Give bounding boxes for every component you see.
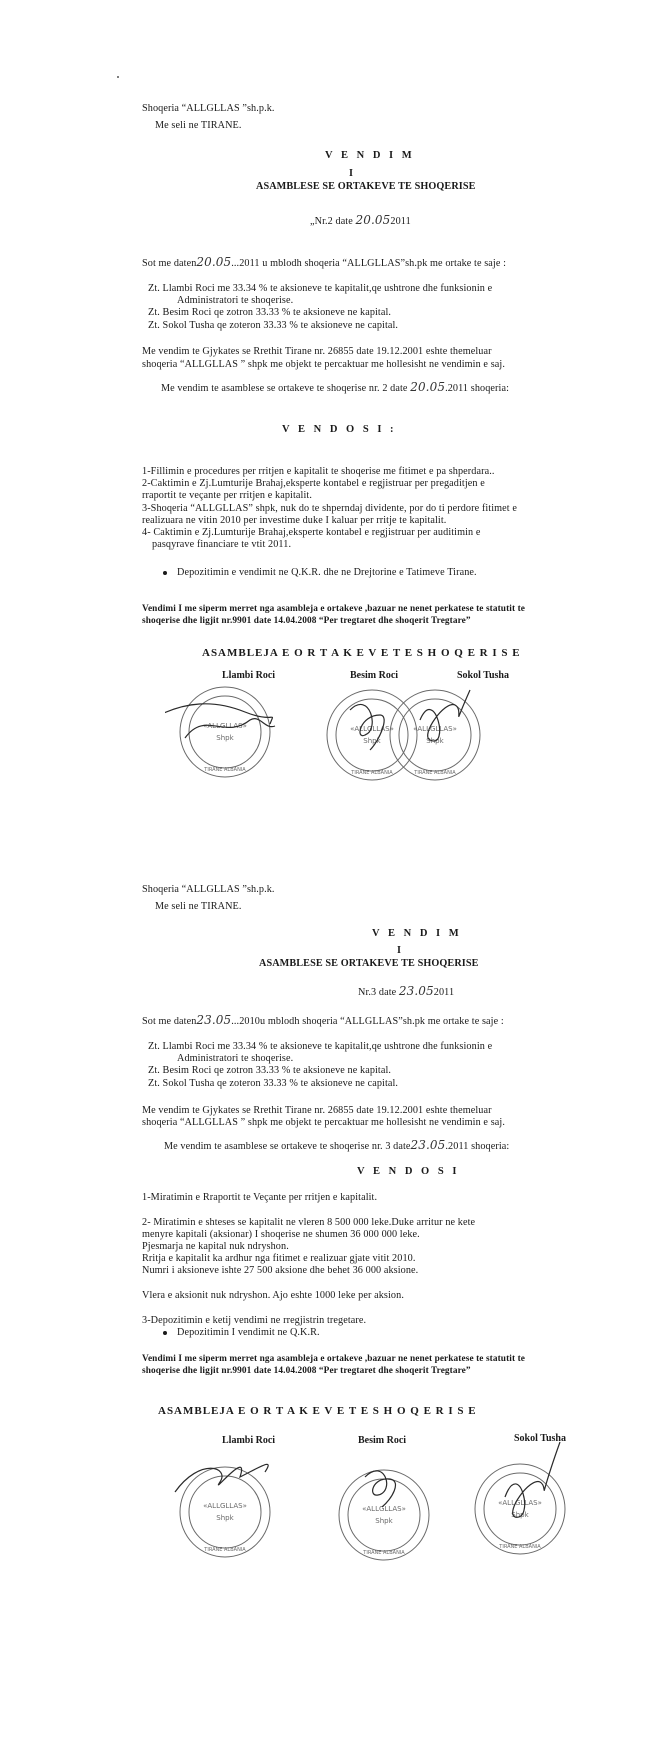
court-line-1: Me vendim te Gjykates se Rrethit Tirane nr. 26855 date 19.12.2001 eshte themeluar [142, 1105, 492, 1116]
svg-text:TIRANE ALBANIA: TIRANE ALBANIA [351, 770, 393, 776]
item-2-cont: menyre kapitali (aksionar) I shoqerise ne shumen 36 000 000 leke. [142, 1229, 420, 1240]
decision-date: 20.05 [410, 380, 446, 394]
signatory-name-3: Sokol Tusha [514, 1433, 566, 1444]
partner-line-2: Zt. Besim Roci qe zotron 33.33 % te aksioneve ne kapital. [148, 1065, 392, 1076]
legal-basis-line-2: shoqerise dhe ligjit nr.9901 date 14.04.2008 “Per tregtaret dhe shoqerit Tregtare” [142, 1366, 471, 1376]
company-stamp-icon [475, 1464, 565, 1554]
legal-basis-line-1: Vendimi I me siperm merret nga asambleja e ortakeve ,bazuar ne nenet perkatese te statutit te [142, 604, 525, 614]
bullet-item [163, 1327, 320, 1339]
decision-number-date: 20.05 [355, 213, 391, 227]
court-line-1: Me vendim te Gjykates se Rrethit Tirane nr. 26855 date 19.12.2001 eshte themeluar [142, 346, 492, 357]
svg-text:«ALLGLLAS»: «ALLGLLAS» [203, 1502, 247, 1510]
item-4-cont: pasqyrave financiare te vtit 2011. [152, 539, 292, 550]
legal-basis-line-2: shoqerise dhe ligjit nr.9901 date 14.04.2008 “Per tregtaret dhe shoqerit Tregtare” [142, 616, 471, 626]
title-roman: I [397, 945, 402, 956]
bullet-icon [163, 1331, 167, 1335]
item-1: 1-Miratimin e Rraportit te Veçante per rritjen e kapitalit. [142, 1192, 378, 1203]
svg-text:TIRANE ALBANIA: TIRANE ALBANIA [499, 1544, 541, 1550]
svg-text:Shpk: Shpk [511, 1511, 529, 1519]
signatory-name-1: Llambi Roci [222, 1435, 276, 1446]
item-2-cont: rraportit te veçante per rritjen e kapitalit. [142, 490, 312, 501]
partner-line-3: Zt. Sokol Tusha qe zoteron 33.33 % te aksioneve ne capital. [148, 320, 399, 331]
svg-text:«ALLGLLAS»: «ALLGLLAS» [498, 1499, 542, 1507]
svg-text:«ALLGLLAS»: «ALLGLLAS» [350, 725, 394, 733]
stamps-and-signatures-2 [150, 1437, 610, 1562]
company-seat: Me seli ne TIRANE. [155, 120, 242, 131]
assembly-decision-line [161, 381, 509, 395]
document-page-2 [0, 877, 660, 1754]
partner-line-1-cont: Administratori te shoqerise. [177, 295, 294, 306]
item-2-cont: Rritja e kapitalit ka ardhur nga fitimet e realizuar gjate vitit 2010. [142, 1253, 416, 1264]
decision-text: Me vendim te asamblese se ortakeve te shoqerise nr. 2 date [161, 383, 408, 394]
svg-text:«ALLGLLAS»: «ALLGLLAS» [413, 725, 457, 733]
company-stamp-icon [390, 690, 480, 780]
decision-number-prefix: „Nr.2 date [310, 216, 353, 227]
decision-number-year: 2011 [390, 216, 411, 227]
document-subtitle: ASAMBLESE SE ORTAKEVE TE SHOQERISE [256, 181, 476, 192]
company-stamp-icon [180, 687, 270, 777]
intro-text-rest: ...2010u mblodh shoqeria “ALLGLLAS”sh.pk me ortake te saje : [231, 1016, 504, 1027]
svg-text:«ALLGLLAS»: «ALLGLLAS» [362, 1505, 406, 1513]
document-title: V E N D I M [372, 928, 462, 939]
decision-number-prefix: Nr.3 date [358, 987, 397, 998]
bullet-item [163, 567, 477, 579]
intro-text: Sot me daten [142, 1016, 197, 1027]
court-line-2: shoqeria “ALLGLLAS ” shpk me objekt te percaktuar me hollesisht ne vendimin e saj. [142, 359, 505, 370]
decision-text: Me vendim te asamblese se ortakeve te shoqerise nr. 3 date [164, 1141, 411, 1152]
svg-text:Shpk: Shpk [216, 1514, 234, 1522]
decision-number-date: 23.05 [398, 984, 434, 998]
company-stamp-icon [339, 1470, 429, 1560]
item-3: 3-Shoqeria “ALLGLLAS” shpk, nuk do te shperndaj dividente, por do ti perdore fitimet e [142, 503, 517, 514]
document-title: V E N D I M [325, 150, 415, 161]
vendosi-heading: V E N D O S I : [282, 424, 397, 435]
item-2: 2- Miratimin e shteses se kapitalit ne vleren 8 500 000 leke.Duke arritur ne kete [142, 1217, 476, 1228]
svg-text:Shpk: Shpk [375, 1517, 393, 1525]
bullet-icon [163, 571, 167, 575]
intro-text: Sot me daten [142, 258, 197, 269]
svg-text:TIRANE ALBANIA: TIRANE ALBANIA [414, 770, 456, 776]
item-3: 3-Depozitimin e ketij vendimi ne rregjistrin tregetare. [142, 1315, 367, 1326]
decision-text-rest: .2011 shoqeria: [445, 1141, 510, 1152]
svg-text:TIRANE ALBANIA: TIRANE ALBANIA [204, 767, 246, 773]
svg-text:«ALLGLLAS»: «ALLGLLAS» [203, 722, 247, 730]
decision-number-year: 2011 [433, 987, 455, 998]
partner-line-1: Zt. Llambi Roci me 33.34 % te aksioneve te kapitalit,qe ushtrone dhe funksionin e [148, 283, 493, 294]
signature-icon [420, 690, 470, 741]
bullet-text: Depozitimin e vendimit ne Q.K.R. dhe ne Drejtorine e Tatimeve Tirane. [177, 567, 477, 578]
partner-line-2: Zt. Besim Roci qe zotron 33.33 % te aksioneve ne kapital. [148, 307, 392, 318]
assembly-heading: ASAMBLEJA E O R T A K E V E T E S H O Q E R I S E [158, 1405, 477, 1417]
decision-number [310, 214, 411, 228]
svg-text:TIRANE ALBANIA: TIRANE ALBANIA [363, 1550, 405, 1556]
decision-text-rest: .2011 shoqeria: [445, 383, 509, 394]
assembly-heading: ASAMBLEJA E O R T A K E V E T E S H O Q E R I S E [202, 647, 521, 659]
title-roman: I [349, 168, 354, 179]
item-2-cont: Numri i aksioneve ishte 27 500 aksione dhe behet 36 000 aksione. [142, 1265, 419, 1276]
intro-date: 20.05 [196, 255, 232, 269]
vendosi-heading: V E N D O S I [357, 1166, 460, 1177]
meeting-intro [142, 1014, 504, 1028]
signatory-name-3: Sokol Tusha [457, 670, 509, 681]
stamps-and-signatures-1 [165, 680, 605, 790]
company-seat: Me seli ne TIRANE. [155, 901, 242, 912]
item-3-cont: realizuara ne vitin 2010 per investime duke I kaluar per rritje te kapitalit. [142, 515, 447, 526]
decision-number [358, 985, 454, 999]
scan-speck [117, 76, 119, 78]
item-2-cont: Pjesmarja ne kapital nuk ndryshon. [142, 1241, 289, 1252]
svg-text:Shpk: Shpk [426, 737, 444, 745]
partner-line-1-cont: Administratori te shoqerise. [177, 1053, 294, 1064]
signatory-name-1: Llambi Roci [222, 670, 276, 681]
signatory-name-2: Besim Roci [358, 1435, 407, 1446]
intro-date: 23.05 [196, 1013, 232, 1027]
svg-text:TIRANE ALBANIA: TIRANE ALBANIA [204, 1547, 246, 1553]
decision-date: 23.05 [410, 1138, 446, 1152]
bullet-text: Depozitimin I vendimit ne Q.K.R. [177, 1327, 320, 1338]
court-line-2: shoqeria “ALLGLLAS ” shpk me objekt te percaktuar me hollesisht ne vendimin e saj. [142, 1117, 505, 1128]
partner-line-1: Zt. Llambi Roci me 33.34 % te aksioneve te kapitalit,qe ushtrone dhe funksionin e [148, 1041, 493, 1052]
partner-line-3: Zt. Sokol Tusha qe zoteron 33.33 % te aksioneve ne capital. [148, 1078, 399, 1089]
company-stamp-icon [180, 1467, 270, 1557]
meeting-intro [142, 256, 506, 270]
company-name: Shoqeria “ALLGLLAS ”sh.p.k. [142, 103, 275, 114]
item-2: 2-Caktimin e Zj.Lumturije Brahaj,eksperte kontabel e regjistruar per pregaditjen e [142, 478, 485, 489]
signatory-name-2: Besim Roci [350, 670, 399, 681]
item-4: 4- Caktimin e Zj.Lumturije Brahaj,eksperte kontabel e regjistruar per auditimin e [142, 527, 481, 538]
share-value-line: Vlera e aksionit nuk ndryshon. Ajo eshte 1000 leke per aksion. [142, 1290, 404, 1301]
legal-basis-line-1: Vendimi I me siperm merret nga asambleja e ortakeve ,bazuar ne nenet perkatese te statutit te [142, 1354, 525, 1364]
signature-icon [365, 1471, 395, 1507]
document-subtitle: ASAMBLESE SE ORTAKEVE TE SHOQERISE [259, 958, 479, 969]
assembly-decision-line [164, 1139, 509, 1153]
intro-text-rest: ...2011 u mblodh shoqeria “ALLGLLAS”sh.pk me ortake te saje : [231, 258, 507, 269]
item-1: 1-Fillimin e procedures per rritjen e kapitalit te shoqerise me fitimet e pa shperdara.. [142, 466, 495, 477]
company-name: Shoqeria “ALLGLLAS ”sh.p.k. [142, 884, 275, 895]
svg-text:Shpk: Shpk [363, 737, 381, 745]
svg-text:Shpk: Shpk [216, 734, 234, 742]
